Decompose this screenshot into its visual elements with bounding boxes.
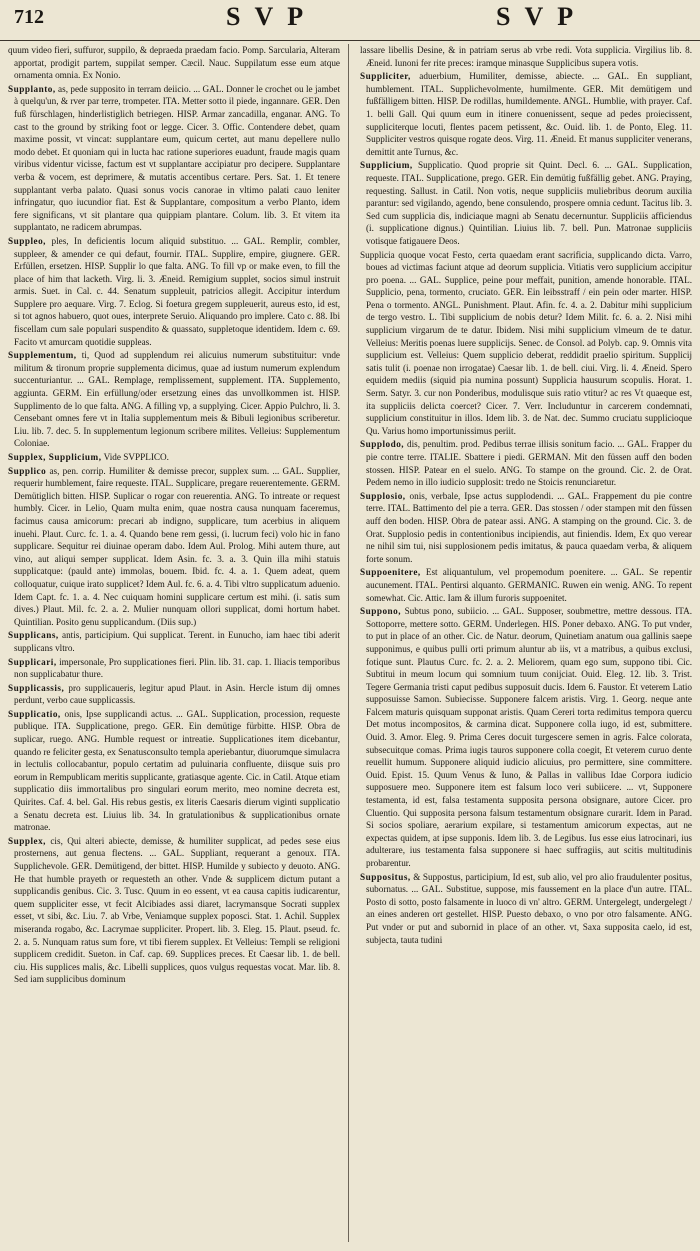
entry-text: pro supplicaueris, legitur apud Plaut. in Asin. Hercle istum dij omnes perdunt, verbo caue supplicassis. — [14, 682, 340, 706]
entry-text: & Suppostus, participium, Id est, sub alio, vel pro alio fraudulenter positus, subornatus. ... GAL. Substitue, suppose, mis faussement en la place d'un autre. ITAL. Posto di sotto, posto falsamente in luoco di vn' altro. GERM. Untergelegt, undergelegt / an eines anderen ort gestellet. HISP. Puesto debaxo, o vno por otro falsamente. ANG. Put vnder or put and subornid in place of an other. vt, Saxa supposita caelo, id est, subjecta, tauta tudini — [366, 871, 692, 945]
entry-text: Supplicatio. Quod proprie sit Quint. Decl. 6. ... GAL. Supplication, requeste. ITAL. Supplicatione, prego. GER. Ein demütig fußfällig gebet. ANG. Praying, requesting. Sallust. in Catil. Non votis, neque suppliciis muliebribus deorum auxilia parantur: sed vigilando, agendo, bene consulendo, prospere omnia cedunt. Tacitus lib. 3. Sed cum supplicia dis, indiciaque magni ab Senatu decernuntur. Suppliciis afficiendus (i. supplicatione dignus.) Quintilian. Liuius lib. 7. bell. Pun. Matronae suppliciis votisque fatigauere Deos. — [366, 160, 692, 246]
entry-text: onis, verbale, Ipse actus supplodendi. ... GAL. Frappement du pie contre terre. ITAL. Battimento del pie a terra. GER. Das stossen / oder stampen mit den füssen auff den boden. HISP. Obra de patear assi. ANG. A stamping on the ground. Cic. 3. de Orat. Supplosio pedis in contentionibus incipiendis, aut finiendis. Idem, Ex quo verear ne nihil sim tui, nisi supplosionem pedis imitatus, & pauca quaedam verba, & aliquem forte sonum. — [366, 490, 692, 564]
dictionary-entry — [8, 83, 340, 234]
entry-text: antis, participium. Qui supplicat. Terent. in Eunucho, iam haec tibi aderit supplicans vltro. — [14, 630, 340, 653]
dictionary-entry — [360, 70, 692, 158]
page-number: 712 — [14, 6, 44, 28]
running-head-right: S V P — [496, 2, 578, 31]
entry-text: impersonale, Pro supplicationes fieri. Plin. lib. 31. cap. 1. Iliacis temporibus non supplicabatur thure. — [14, 656, 340, 680]
entry-text: cis, Qui alteri abiecte, demisse, & humiliter supplicat, ad pedes sese eius prosternens, aut genua flectens. ... GAL. Suppliant, requerant a genoux. ITA. Supplichevole. GER. Demütigend, der bittet. HISP. Humilde y subiecto y deuoto. ANG. He that humble prayeth or requesteth an other. Vnde & supplicem dictum putant a supplicandis genibus. Cic. 3. Tusc. Quum in eo essent, vt ea causa capitis iudicarentur, quem suppliciter esse, vt fecit Alcibiades assi diaret, lacrymansque Socrati supplex esset, vt sibi, &c. Liu. 7. ab Vrbe, Veniamque supplex poposci. Stat. 1. Achil. Supplex miseranda rogabo, &c. Lacrymae suppliciter. Propert. lib. 3. Eleg. 15. Plaut. pseud. fc. 2. a. 5. Nunquam ratus sum fore, vt tibi fierem supplex. Et Velleius: Templi se religioni supplicem credidit. Sueton. in Caf. cap. 69. Supplices preces. Et Caesar lib. 1. de bell. ciu. His supplices malis, &c. Libelli supplices, quos vulgus requestas vocat. Mar. lib. 8. Sed iam supplicibus dominum — [14, 835, 340, 985]
entry-headword: Suppono, — [360, 606, 402, 617]
dictionary-entry — [8, 349, 340, 450]
left-column — [8, 44, 340, 1242]
dictionary-entry — [360, 159, 692, 247]
entry-text: lassare libellis Desine, & in patriam serus ab vrbe redi. Vota supplicia. Virgilius lib. 8. Æneid. Iunoni fer rite preces: iramque minasque Supplicibus supera votis. — [360, 45, 692, 68]
entry-headword: Suppleo, — [8, 235, 46, 246]
entry-text: Subtus pono, subiicio. ... GAL. Supposer, soubmettre, mettre dessous. ITA. Sottoporre, mettere sotto. GERM. Underlegen. HIS. Poner debaxo. ANG. To put vnder, to put in place of an other. Cic. de Natur. deorum, Quinetiam anatum oua gallinis saepe supponimus, e quibus pulli orti primum aluntur ab iis, vt a matribus, a quibus exclusi, fotique sunt. Plautus Curc. fc. 2. a. 2. Meliorem, quam ego sum, suppono tibi. Cic. Subtitui in meum locum qui somnium tuum conijciat. Ouid. Eleg. 12. lib. 3. Trist. Tegere Germania tristi caput pedibus supposuit ducis. Idem 6. Faustor. Et veterem Latio supposuisse Samon. Subiecisse. Supponere falcem aristis. Virg. 1. Georg. neque ante Falcem maturis quisquam supponat aristis. Quam Cereri torta redimitus tempora quercu Det motus incompositos, & carmina dicat. Supponere colla iugo, id est, submittere. Ouid. 3. Amor. Eleg. 9. Prima Ceres docuit turgescere semen in agris. Falce colorata, subsecuitque comas. Prima iugis tauros supponere colla coegit, Et veterem curuo dente reuellit humum. Supponere aliquid iudicio alicuius, pro permittere, sine committere. Ouid. Epist. 15. Quum Venus & Iuno, & Pallas in vallibus Idae Corpora iudicio supposuere meo. Supponere item est falsum loco veri subiicere. ... vt, Supponere testamenta, id est, falsa testamenta supposita persona obsignare, autore Cicer. pro Cluentio. Qui supposita persona falsum testamentum obsignare curarit. Idem in Parad. Si socios spoliare, aerarium expilare, si testamentum amicorum expectas, aut ne expectas quidem, at ipse supponis. Idem lib. 3. de Legibus. Ius esse eius latrocinari, ius adulterare, ius testamenta falsa supponere si haec suffragiis, aut scitis multitudinis probarentur. — [366, 606, 692, 868]
dictionary-entry — [8, 465, 340, 629]
entry-headword: Supplico — [8, 465, 47, 476]
entry-text: onis, Ipse supplicandi actus. ... GAL. Supplication, procession, requeste publique. ITA. Supplicatione, prego. GER. Ein demütige fürbitte. HISP. Obra de suplicar, ruego. ANG. Humble request or intreatie. Supplicationes item dicebantur, quando re feliciter gesta, ex Senatusconsulto templa aperiebantur, diuorumque simulacra in lectulis collocabantur, populo certatim ad puluinaria confluente, diisque suis pro eorum in Rempublicam meritis supplicante, gratiasque agente. Cic. in Catil. Atque etiam supplicatio diis immortalibus pro singulari eorum merito, meo nomine decreta est, Quirites. Caf. 4. bel. Gal. His rebus gestis, ex literis Caesaris dierum viginti supplicatio a Senatu decreta est. Liuius lib. 34. In gratulationibus & supplicationibus ornate matronae. — [14, 708, 340, 833]
entry-headword: Supplicatio, — [8, 708, 61, 719]
dictionary-entry — [360, 249, 692, 438]
entry-headword: Supplicassis, — [8, 682, 65, 693]
dictionary-entry — [360, 490, 692, 566]
dictionary-entry — [8, 835, 340, 986]
entry-text: ti, Quod ad supplendum rei alicuius numerum substituitur: vnde militum & tironum proprie supplementa dicimus, quae ad iustum numerum explendum succenturiantur. ... GAL. Remplage, remplissement, supplement. ITA. Supplemento, aggiunta. GERM. Ein erfüllung/oder ersetzung eines das unvollkommen ist. HISP. Supplimento de lo que falta. ANG. A filling vp, a supplying. Cicer. Appio Pulchro, li. 3. Censebant omnes fere vt in Italia supplementum meis & Bibuli legionibus scriberetur. Liu. lib. 7. dec. 5. In supplementum legionum scribere milites. Velleius: Supplementum Coloniae. — [14, 350, 340, 449]
dictionary-entry — [8, 235, 340, 348]
dictionary-entry — [8, 629, 340, 654]
entry-headword: Supplicium, — [360, 160, 413, 171]
dictionary-entry — [360, 871, 692, 947]
page-header — [0, 0, 700, 41]
entry-headword: Supplex, — [8, 835, 46, 846]
entry-text: Supplicia quoque vocat Festo, certa quaedam erant sacrificia, supplicando dicta. Varro, boues ad victimas faciunt atque ad deorum supplicia. Vitiatis vero supplicium accipitur pro poena. ... GAL. Supplice, peine pour meffait, punition, amende honorable. ITAL. Supplicio, pena, tormento, cruciato. GER. Ein leibsstraff / ein pein oder marter. HISP. Pena o tormento. ANGL. Punishment. Plaut. Afin. fc. 4. a. 2. Dabitur mihi supplicium de tergo vestro. L. Tibi supplicium de nobis detur? Idem Milit. fc. 6. a. 2. Nisi mihi supplicium virgarum de te datur. Ibidem. Nisi mihi supplicium vlmeum de te datur. Velleius: Meritis poenas luere supplicijs. Senec. de Consol. ad Polyb. cap. 9. Omnis vita supplicium est. Velleius: Quem supplicio deberat, reddidit praelio spiritum. Supplicij satis tulit (i. poenae non irrogatae) Caesar lib. 1. de bell. ciui. Virg. li. 4. Æneid. Spero equidem mediis (siquid pia numina possunt) Supplicia hausurum scopulis. Horat. 1. Serm. Satyr. 3. cur non Ponderibus, modulisque suis ratio vtitur? ac res Vt quaeque est, ita suppliciis delicta coercet? Cicer. 7. Verr. Includuntur in carcerem condemnati, supplicium constituitur in illos. Idem lib. 3. de Nat. dec. Summo cruciatu supplicioque Qu. Varius homo importunissimus periit. — [360, 249, 692, 436]
dictionary-entry — [8, 708, 340, 834]
entry-headword: Supplementum, — [8, 350, 77, 361]
right-column — [360, 44, 692, 1242]
entry-text: quum video fieri, suffuror, suppilo, & depraeda praedam facio. Pomp. Sarcularia, Alteram apportat, prodigit partem, suppilat semper. Cæcil. Nauc. Suppilatum esse eum atque ornamenta omnia. Ex Nonio. — [8, 45, 340, 81]
dictionary-entry — [360, 44, 692, 69]
entry-headword: Suppositus, — [360, 871, 411, 882]
entry-headword: Supplicari, — [8, 656, 57, 667]
dictionary-entry — [8, 451, 340, 464]
column-divider — [348, 44, 349, 1242]
dictionary-entry — [8, 656, 340, 681]
entry-text: Est aliquantulum, vel propemodum poenitere. ... GAL. Se repentir aucunement. ITAL. Pentirsi alquanto. GERMANIC. Ruwen ein wenig. ANG. To repent somewhat. Cic. Attic. Iam & illum furoris suppoenitet. — [366, 567, 692, 603]
entry-headword: Supplosio, — [360, 490, 406, 501]
entry-text: as, pede supposito in terram deiicio. ... GAL. Donner le crochet ou le jambet à quelqu'un, & rver par terre, trompeter. ITA. Metter sotto il piede, ingannare. GER. Den fuß fürschlagen, hinderlistiglich betriegen. HISP. Armar zancadilla, enganar. ANG. To cast to the ground by striking foot or legge. Cicer. 3. Offic. Contendere debet, quam maxime possit, vt vincat: supplantare eum, quicum certet, aut manu depellere nullo modo debet. Et quoniam qui in lucta hac ratione superiores euadunt, fraude magis quam viribus videntur vicisse, factum est vt supplantare accipiatur pro decipere. Supplantare verba & vocem, est deprimere, & mutatis accentibus certare. Pers. Sat. 1. Et tenere supplantant verba palato. Quasi sonus vocis canorae in vltimo palati cauo leniter infringatur, quo iucundior fiat. Est & Supplantare, compositum a verbo Planto, idem fere significans, vt sit plantare qua quippiam plantare. Colum. lib. 3. Et vitem ita supplantato, ne radicem abrumpas. — [14, 83, 340, 233]
entry-text: as, pen. corrip. Humiliter & demisse precor, supplex sum. ... GAL. Supplier, requerir humblement, faire requeste. ITAL. Supplicare, pregare reuerentemente. GERM. Demütiglich bitten. HISP. Suplicar o rogar con reuerentia. ANG. To intreate or request humbly. Cicer. in Lelio, Quam multa enim, quae nostra causa nunquam faceremus, facimus causa amicorum: precari ab indigno, supplicare, tum acerbius in aliquem inuehi. Plaut. Curc. fc. 1. a. 4. Quando bene rem gessi, (i. lucrum feci) volo hic in fano supplicare. Sequitur rei diuinae operam dabo. Idem Aul. Prolog. Mihi autem thure, aut vino, aut aliqui semper supplicat. Idem Asin. fc. 3. a. 3. Quin illa mihi statuis supplicatque: (pauld ante) immolas, bouem. Ibid. fc. 4. a. 1. Quem adeat, quem colloquatur, cuique irato supplicet? Idem Aul. fc. 6. a. 4. Tibi vltro supplicatum aduenio. Idem Capt. fc. 1. a. 4. Nec cuiquam homini supplicare certum est mihi. (i. satis sum dives.) Plaut. Mil. fc. 2. a. 2. Mulier nunquam ollori supplicat, domi hortum habet. Quintilian. Posito genu supplicandum. (Diis sup.) — [14, 465, 340, 627]
running-head-left: S V P — [226, 2, 308, 31]
dictionary-entry — [360, 566, 692, 604]
entry-text: ples, In deficientis locum aliquid substituo. ... GAL. Remplir, combler, suppleer, & amender ce qui defaut, fournir. ITAL. Supplire, empire, giugnere. GER. Erfüllen, ersetzen. HISP. Supplir lo que falta. ANG. To fill vp or make even, to fill the place of him that lacketh. Virg. li. 3. Æneid. Remigium supplet, socios simul instruit armis. Suet. in Cal. c. 44. Senatum suppleuit, patricios allegit. Accipitur interdum Supplere pro aequare. Virg. 7. Eclog. Si foetura gregem suppleuerit, aureus esto, id est, si tot agnos habuero, quot oues, interprete Seruio. Aliquando pro implere. Cato c. 88. Ibi fiscellam cum sale populari suspendito & quassato, suppletoque identidem. Idem c. 69. Facito vt amurcam quotidie suppleas. — [14, 235, 340, 347]
entry-text: dis, penultim. prod. Pedibus terrae illisis sonitum facio. ... GAL. Frapper du pie contre terre. ITALIE. Sbattere i piedi. GERMAN. Mit den füssen auff den boden stossen. HISP. Patear en el suelo. ANG. To stampe on the ground. Cic. 2. de Orat. Pedem nemo in illo iudicio supplosit: tredo ne Stoicis renunciaretur. — [366, 439, 692, 488]
entry-headword: Supplodo, — [360, 439, 405, 450]
entry-headword: Supplanto, — [8, 83, 56, 94]
entry-text: aduerbium, Humiliter, demisse, abiecte. ... GAL. En suppliant, humblement. ITAL. Supplichevolmente, humilmente. GER. Mit demütigem und fußfälligem bitten. HISP. De rodillas, humildemente. ANGL. Humblie, with prayer. Caf. 1. belli Gall. Qui quum eum in itinere conuenissent, seque ad pedes proiecissent, suppliciterque locuti, flentes pacem petissent, &c. Ouid. lib. 1. de Ponto, Eleg. 11. Suppliciter vestros quisque rogate deos. Virg. 11. Æneid. Et manus suppliciter venerans, demittit ante Turnus, &c. — [366, 71, 692, 157]
entry-headword: Supplex, Supplicium, — [8, 452, 102, 462]
dictionary-entry — [8, 682, 340, 707]
dictionary-entry — [8, 44, 340, 82]
dictionary-entry — [360, 438, 692, 488]
entry-headword: Supplicans, — [8, 630, 59, 641]
dictionary-entry — [360, 605, 692, 869]
entry-text: Vide SVPPLICO. — [103, 452, 169, 462]
entry-headword: Suppliciter, — [360, 71, 411, 82]
entry-headword: Suppoenitere, — [360, 567, 421, 578]
